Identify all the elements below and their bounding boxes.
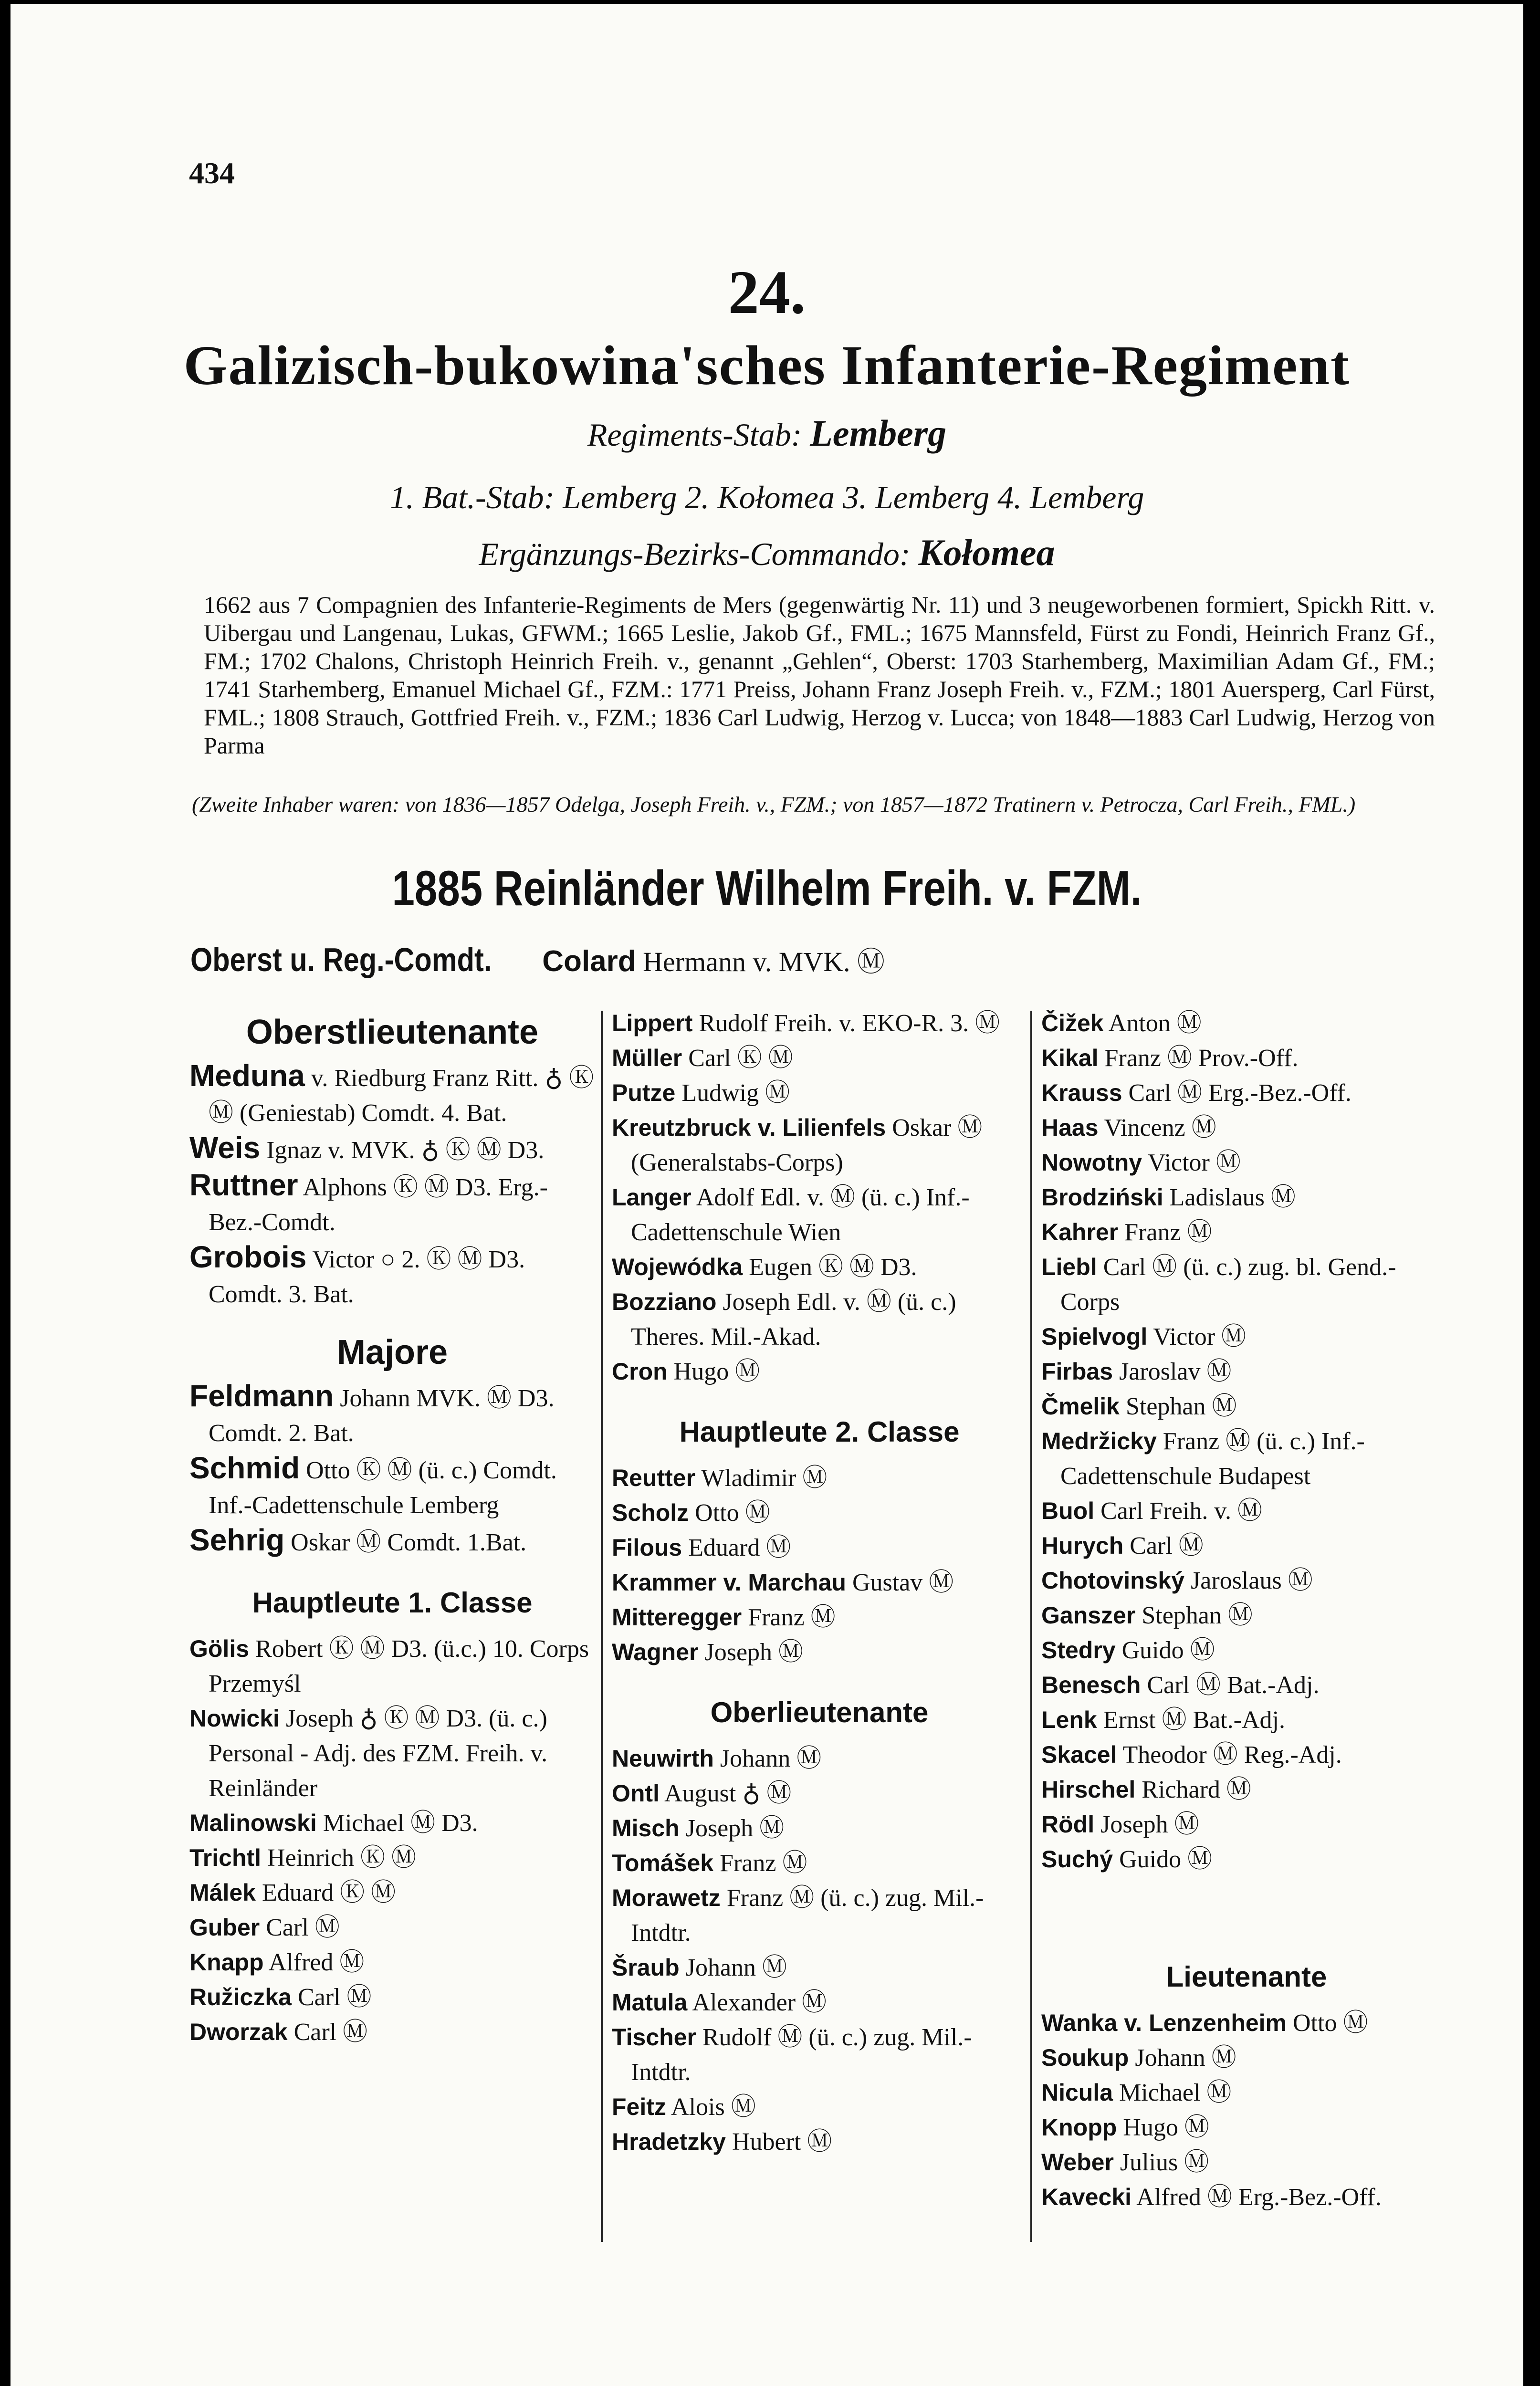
officer-details: Hugo Ⓜ xyxy=(673,1358,760,1385)
officer-details: v. Riedburg Franz Ritt. ♁ Ⓚ Ⓜ (Geniestab) Comdt. 4. Bat. xyxy=(209,1065,594,1127)
officer-details: Carl Ⓜ xyxy=(266,1914,340,1941)
officer-details: Alfred Ⓜ Erg.-Bez.-Off. xyxy=(1136,2184,1382,2211)
officer-entry xyxy=(1041,1145,1452,1180)
officer-surname: Knapp xyxy=(189,1949,264,1976)
officer-details: Johann Ⓜ xyxy=(720,1745,822,1772)
officer-surname: Weis xyxy=(189,1130,261,1165)
officer-surname: Guber xyxy=(189,1914,260,1941)
section-heading: Lieutenante xyxy=(1166,1961,1327,1993)
officer-entry xyxy=(1041,2041,1452,2075)
officer-details: Otto Ⓚ Ⓜ (ü. c.) Comdt. Inf.-Cadettenschule Lemberg xyxy=(209,1457,557,1519)
officer-surname: Hirschel xyxy=(1041,1776,1136,1803)
officer-details: Ignaz v. MVK. ♁ Ⓚ Ⓜ D3. xyxy=(266,1137,545,1164)
officer-surname: Šraub xyxy=(612,1954,680,1981)
staff-value: Lemberg xyxy=(810,412,947,454)
officer-details: Theodor Ⓜ Reg.-Adj. xyxy=(1122,1741,1342,1769)
oberst-rank: Oberst u. Reg.-Comdt. xyxy=(190,941,492,978)
section-heading: Hauptleute 1. Classe xyxy=(252,1587,533,1619)
officer-entry xyxy=(1041,1494,1452,1528)
officer-surname: Krammer v. Marchau xyxy=(612,1569,846,1596)
officer-details: Johann Ⓜ xyxy=(685,1954,787,1981)
officer-entry xyxy=(612,1811,1027,1846)
officer-details: Carl Ⓜ Erg.-Bez.-Off. xyxy=(1128,1079,1351,1107)
officer-details: Carl Freih. v. Ⓜ xyxy=(1100,1497,1263,1525)
officer-surname: Buol xyxy=(1041,1497,1095,1524)
officer-details: Franz Ⓜ xyxy=(1124,1219,1212,1246)
officer-surname: Scholz xyxy=(612,1499,689,1526)
officer-surname: Ganszer xyxy=(1041,1602,1136,1629)
officer-details: Michael Ⓜ D3. xyxy=(323,1810,478,1837)
regiment-number: 24. xyxy=(728,258,806,327)
officer-surname: Firbas xyxy=(1041,1358,1113,1385)
officer-details: Victor Ⓜ xyxy=(1153,1323,1247,1350)
officer-entry xyxy=(612,1741,1027,1776)
officer-entry xyxy=(1041,1807,1452,1842)
regiment-title: Galizisch-bukowina'sches Infanterie-Regiment xyxy=(183,334,1351,397)
officer-surname: Chotovinský xyxy=(1041,1567,1185,1594)
officer-details: Jaroslav Ⓜ xyxy=(1119,1358,1232,1385)
officer-entry xyxy=(612,1565,1027,1600)
officer-surname: Langer xyxy=(612,1184,691,1211)
officer-details: Hubert Ⓜ xyxy=(732,2128,832,2156)
oberstleutnante-list xyxy=(189,1058,595,1312)
officer-surname: Feitz xyxy=(612,2093,666,2120)
officer-details: Eugen Ⓚ Ⓜ D3. xyxy=(749,1254,917,1281)
officer-surname: Wanka v. Lenzenheim xyxy=(1041,2009,1287,2036)
officer-entry xyxy=(612,1881,1027,1950)
officer-details: Otto Ⓜ xyxy=(1293,2009,1368,2037)
officer-entry xyxy=(1041,1563,1452,1598)
officer-surname: Ontl xyxy=(612,1780,660,1807)
column-divider xyxy=(1030,1011,1032,2242)
hauptleute1-cont-list xyxy=(612,1006,1027,1389)
officer-details: Otto Ⓜ xyxy=(695,1499,770,1527)
officer-entry xyxy=(612,1635,1027,1670)
officer-details: Anton Ⓜ xyxy=(1108,1010,1202,1037)
oberst-details: Hermann v. MVK. Ⓜ xyxy=(643,946,885,977)
officer-entry xyxy=(1041,1076,1452,1110)
second-owners-note: (Zweite Inhaber waren: von 1836—1857 Odelga, Joseph Freih. v., FZM.; von 1857—1872 Tratinern v. Petrocza, Carl Freih., FML.) xyxy=(192,792,1356,816)
officer-surname: Hradetzky xyxy=(612,2128,726,2155)
officer-entry xyxy=(189,1130,595,1168)
district-value: Kołomea xyxy=(918,532,1055,573)
oberst-entry xyxy=(190,939,885,979)
officer-entry xyxy=(1041,1250,1452,1319)
section-heading: Oberlieutenante xyxy=(710,1696,929,1728)
officer-details: Eduard Ⓜ xyxy=(688,1534,791,1561)
officer-details: Joseph Ⓜ xyxy=(1100,1811,1199,1838)
officer-surname: Malinowski xyxy=(189,1810,317,1836)
officer-surname: Putze xyxy=(612,1079,676,1106)
officer-details: Carl Ⓜ xyxy=(297,1984,372,2011)
officer-surname: Nicula xyxy=(1041,2079,1113,2106)
officer-surname: Neuwirth xyxy=(612,1745,714,1772)
officer-entry xyxy=(189,1806,595,1841)
officer-entry xyxy=(189,1841,595,1875)
officer-details: Gustav Ⓜ xyxy=(852,1569,954,1596)
officer-entry xyxy=(1041,1180,1452,1215)
officer-entry xyxy=(612,1496,1027,1530)
officer-entry xyxy=(1041,1598,1452,1633)
officer-surname: Krauss xyxy=(1041,1079,1122,1106)
officer-details: Victor ○ 2. Ⓚ Ⓜ D3. Comdt. 3. Bat. xyxy=(209,1246,525,1308)
officer-entry xyxy=(1041,2006,1452,2041)
column-divider xyxy=(601,1011,603,2242)
regiment-history: 1662 aus 7 Compagnien des Infanterie-Regiments de Mers (gegenwärtig Nr. 11) und 3 neugeworbenen formiert, Spickh Ritt. v. Uibergau und Langenau, Lukas, GFWM.; 1665 Leslie, Jakob Gf., FML.; 1675 Mannsfeld, Fürst zu Fondi, Heinrich Franz Gf., FM.; 1702 Chalons, Christoph Heinrich Freih. v., genannt „Gehlen“, Oberst: 1703 Starhemberg, Maximilian Adam Gf., FM.; 1741 Starhemberg, Emanuel Michael Gf., FZM.: 1771 Preiss, Johann Franz Joseph Freih. v., FZM.; 1801 Auersperg, Carl Fürst, FML.; 1808 Strauch, Gottfried Freih. v., FZM.; 1836 Carl Ludwig, Herzog v. Lucca; von 1848—1883 Carl Ludwig, Herzog von Parma xyxy=(204,591,1435,759)
regiment-owner: 1885 Reinländer Wilhelm Freih. v. FZM. xyxy=(392,861,1142,916)
officer-entry xyxy=(612,1354,1027,1389)
officer-surname: Mitteregger xyxy=(612,1604,742,1631)
officer-entry xyxy=(1041,1528,1452,1563)
officer-details: Rudolf Freih. v. EKO-R. 3. Ⓜ xyxy=(699,1010,1000,1037)
officer-details: Oskar Ⓜ (Generalstabs-Corps) xyxy=(631,1114,983,1176)
officer-entry xyxy=(1041,2075,1452,2110)
officer-details: Richard Ⓜ xyxy=(1142,1776,1251,1803)
officer-surname: Filous xyxy=(612,1534,682,1561)
oberst-name: Colard xyxy=(542,945,636,978)
officer-details: Ladislaus Ⓜ xyxy=(1169,1184,1296,1211)
officer-surname: Dworzak xyxy=(189,2019,288,2045)
column-1 xyxy=(189,1006,595,2050)
officer-details: Franz Ⓜ (ü. c.) zug. Mil.-Intdtr. xyxy=(631,1884,984,1946)
officer-entry xyxy=(1041,1842,1452,1877)
officer-details: Julius Ⓜ xyxy=(1120,2149,1209,2176)
officer-details: Carl Ⓜ xyxy=(1130,1532,1204,1559)
hauptleute2-list xyxy=(612,1461,1027,1670)
officer-entry xyxy=(612,1950,1027,1985)
officer-entry xyxy=(1041,1389,1452,1424)
battalion-staff-line: 1. Bat.-Stab: Lemberg 2. Kołomea 3. Lemberg 4. Lemberg xyxy=(389,479,1144,515)
officer-details: Michael Ⓜ xyxy=(1119,2079,1232,2106)
section-heading: Hauptleute 2. Classe xyxy=(679,1416,960,1448)
officer-details: Vincenz Ⓜ xyxy=(1104,1114,1216,1141)
officer-surname: Málek xyxy=(189,1879,256,1906)
officer-surname: Feldmann xyxy=(189,1379,334,1413)
officer-details: Hugo Ⓜ xyxy=(1123,2114,1209,2141)
officer-surname: Nowotny xyxy=(1041,1149,1142,1176)
officer-details: Franz Ⓜ Prov.-Off. xyxy=(1104,1045,1299,1072)
officer-details: Joseph ♁ Ⓚ Ⓜ D3. (ü. c.) Personal - Adj. des FZM. Freih. v. Reinländer xyxy=(209,1705,548,1802)
officer-entry xyxy=(1041,1354,1452,1389)
officer-surname: Lippert xyxy=(612,1010,693,1036)
district-label: Ergänzungs-Bezirks-Commando: xyxy=(479,536,911,572)
officer-entry xyxy=(189,1945,595,1980)
page xyxy=(10,4,1523,2386)
officer-entry xyxy=(1041,1319,1452,1354)
officer-details: Johann Ⓜ xyxy=(1135,2044,1236,2072)
officer-surname: Meduna xyxy=(189,1058,305,1093)
officer-surname: Sehrig xyxy=(189,1523,285,1557)
officer-entry xyxy=(189,1875,595,1910)
officer-surname: Trichtl xyxy=(189,1844,262,1871)
officer-surname: Kreutzbruck v. Lilienfels xyxy=(612,1114,886,1141)
officer-entry xyxy=(612,1776,1027,1811)
officer-entry xyxy=(1041,2180,1452,2215)
officer-surname: Čmelik xyxy=(1041,1393,1120,1420)
officer-entry xyxy=(612,1110,1027,1180)
officer-surname: Bozziano xyxy=(612,1288,717,1315)
officer-surname: Stedry xyxy=(1041,1637,1116,1664)
officer-surname: Ružiczka xyxy=(189,1984,292,2010)
section-heading: Majore xyxy=(336,1333,448,1371)
officer-details: Jaroslaus Ⓜ xyxy=(1191,1567,1313,1594)
officer-details: Adolf Edl. v. Ⓜ (ü. c.) Inf.-Cadettenschule Wien xyxy=(631,1184,970,1246)
officer-details: Eduard Ⓚ Ⓜ xyxy=(262,1879,396,1906)
officer-entry xyxy=(1041,1737,1452,1772)
officer-details: Alois Ⓜ xyxy=(671,2093,756,2121)
officer-surname: Gölis xyxy=(189,1635,250,1662)
officer-details: Carl Ⓜ Bat.-Adj. xyxy=(1147,1672,1320,1699)
officer-details: Franz Ⓜ xyxy=(720,1850,807,1877)
oberlieutenante-list xyxy=(612,1741,1027,2159)
page-number: 434 xyxy=(189,156,235,190)
officer-entry xyxy=(189,1632,595,1701)
officer-entry xyxy=(1041,2145,1452,2180)
officer-details: Franz Ⓜ (ü. c.) Inf.-Cadettenschule Budapest xyxy=(1060,1428,1365,1490)
officer-details: Victor Ⓜ xyxy=(1148,1149,1241,1176)
officer-entry xyxy=(612,1041,1027,1076)
officer-surname: Suchý xyxy=(1041,1846,1113,1873)
officer-entry xyxy=(189,1379,595,1451)
officer-entry xyxy=(1041,1424,1452,1494)
officer-details: Franz Ⓜ xyxy=(748,1604,836,1631)
officer-entry xyxy=(612,1600,1027,1635)
column-3 xyxy=(1041,1006,1452,2215)
officer-entry xyxy=(612,1461,1027,1496)
officer-surname: Cron xyxy=(612,1358,668,1385)
officer-surname: Kahrer xyxy=(1041,1219,1119,1245)
officer-entry xyxy=(189,2015,595,2050)
officer-entry xyxy=(189,1240,595,1312)
officer-surname: Wojewódka xyxy=(612,1254,743,1280)
officer-entry xyxy=(1041,1215,1452,1250)
officer-details: Joseph Ⓜ xyxy=(704,1639,804,1666)
officer-entry xyxy=(612,1846,1027,1881)
officer-entry xyxy=(189,1168,595,1240)
officer-details: Guido Ⓜ xyxy=(1121,1637,1215,1664)
officer-surname: Haas xyxy=(1041,1114,1099,1141)
officer-details: Stephan Ⓜ xyxy=(1125,1393,1237,1420)
hauptleute1-list xyxy=(189,1632,595,2050)
officer-entry xyxy=(612,2124,1027,2159)
officer-entry xyxy=(1041,1110,1452,1145)
officer-surname: Soukup xyxy=(1041,2044,1129,2071)
oberlieutenante-cont-list xyxy=(1041,1006,1452,1877)
officer-entry xyxy=(612,2020,1027,2090)
officer-details: Carl Ⓜ (ü. c.) zug. bl. Gend.-Corps xyxy=(1060,1254,1396,1316)
officer-entry xyxy=(612,1180,1027,1250)
officer-surname: Benesch xyxy=(1041,1672,1141,1698)
officer-surname: Matula xyxy=(612,1989,688,2016)
officer-details: August ♁ Ⓜ xyxy=(664,1780,792,1807)
officer-entry xyxy=(612,1530,1027,1565)
officer-entry xyxy=(189,1701,595,1806)
officer-entry xyxy=(189,1451,595,1523)
staff-label: Regiments-Stab: xyxy=(587,417,802,453)
officer-surname: Misch xyxy=(612,1815,680,1842)
officer-surname: Reutter xyxy=(612,1465,696,1491)
officer-surname: Čižek xyxy=(1041,1010,1104,1036)
officer-details: Carl Ⓜ xyxy=(293,2019,368,2046)
regiment-staff-line xyxy=(10,412,1523,455)
officer-details: Ludwig Ⓜ xyxy=(681,1079,790,1107)
officer-surname: Ruttner xyxy=(189,1168,298,1202)
officer-details: Wladimir Ⓜ xyxy=(701,1465,828,1492)
officer-entry xyxy=(1041,1006,1452,1041)
officer-surname: Tischer xyxy=(612,2024,696,2051)
officer-details: Joseph Edl. v. Ⓜ (ü. c.) Theres. Mil.-Akad. xyxy=(631,1288,956,1350)
district-line xyxy=(10,531,1523,574)
officer-surname: Kavecki xyxy=(1041,2184,1132,2210)
officer-entry xyxy=(612,1250,1027,1285)
officer-entry xyxy=(1041,1633,1452,1668)
officer-entry xyxy=(1041,1772,1452,1807)
officer-entry xyxy=(612,1285,1027,1354)
officer-details: Stephan Ⓜ xyxy=(1142,1602,1253,1629)
officer-surname: Nowicki xyxy=(189,1705,280,1732)
officer-details: Johann MVK. Ⓜ D3. Comdt. 2. Bat. xyxy=(209,1385,555,1447)
officer-surname: Wagner xyxy=(612,1639,699,1665)
officer-details: Ernst Ⓜ Bat.-Adj. xyxy=(1103,1706,1285,1734)
officer-entry xyxy=(612,1985,1027,2020)
officer-surname: Schmid xyxy=(189,1451,300,1485)
officer-surname: Grobois xyxy=(189,1240,307,1274)
officer-surname: Brodziński xyxy=(1041,1184,1163,1211)
officer-entry xyxy=(612,2090,1027,2124)
officer-surname: Tomášek xyxy=(612,1850,714,1876)
lieutenante-list xyxy=(1041,2006,1452,2215)
officer-details: Alfred Ⓜ xyxy=(268,1949,365,1976)
officer-surname: Kikal xyxy=(1041,1045,1099,1071)
officer-surname: Lenk xyxy=(1041,1706,1097,1733)
officer-entry xyxy=(1041,1703,1452,1737)
officer-entry xyxy=(1041,1668,1452,1703)
officer-entry xyxy=(189,1980,595,2015)
officer-surname: Hurych xyxy=(1041,1532,1124,1559)
officer-details: Alexander Ⓜ xyxy=(692,1989,827,2016)
officer-surname: Liebl xyxy=(1041,1254,1097,1280)
majore-list xyxy=(189,1379,595,1560)
officer-entry xyxy=(612,1006,1027,1041)
officer-surname: Knopp xyxy=(1041,2114,1117,2141)
officer-details: Guido Ⓜ xyxy=(1119,1846,1213,1873)
officer-details: Carl Ⓚ Ⓜ xyxy=(688,1045,793,1072)
officer-entry xyxy=(189,1058,595,1130)
officer-entry xyxy=(1041,1041,1452,1076)
officer-details: Alphons Ⓚ Ⓜ D3. Erg.-Bez.-Comdt. xyxy=(209,1174,548,1236)
officer-details: Robert Ⓚ Ⓜ D3. (ü.c.) 10. Corps Przemyśl xyxy=(209,1635,589,1697)
officer-details: Rudolf Ⓜ (ü. c.) zug. Mil.-Intdtr. xyxy=(631,2024,972,2086)
officer-entry xyxy=(1041,2110,1452,2145)
column-2 xyxy=(612,1006,1027,2159)
officer-details: Oskar Ⓜ Comdt. 1.Bat. xyxy=(291,1529,527,1556)
section-heading: Oberstlieutenante xyxy=(246,1013,539,1051)
officer-surname: Spielvogl xyxy=(1041,1323,1148,1350)
officer-details: Joseph Ⓜ xyxy=(685,1815,785,1842)
officer-surname: Rödl xyxy=(1041,1811,1095,1838)
officer-entry xyxy=(189,1523,595,1560)
officer-details: Heinrich Ⓚ Ⓜ xyxy=(267,1844,416,1872)
officer-surname: Müller xyxy=(612,1045,682,1071)
officer-entry xyxy=(189,1910,595,1945)
officer-surname: Weber xyxy=(1041,2149,1114,2176)
officer-entry xyxy=(612,1076,1027,1110)
officer-surname: Morawetz xyxy=(612,1884,721,1911)
officer-surname: Skacel xyxy=(1041,1741,1117,1768)
officer-surname: Medržicky xyxy=(1041,1428,1157,1455)
